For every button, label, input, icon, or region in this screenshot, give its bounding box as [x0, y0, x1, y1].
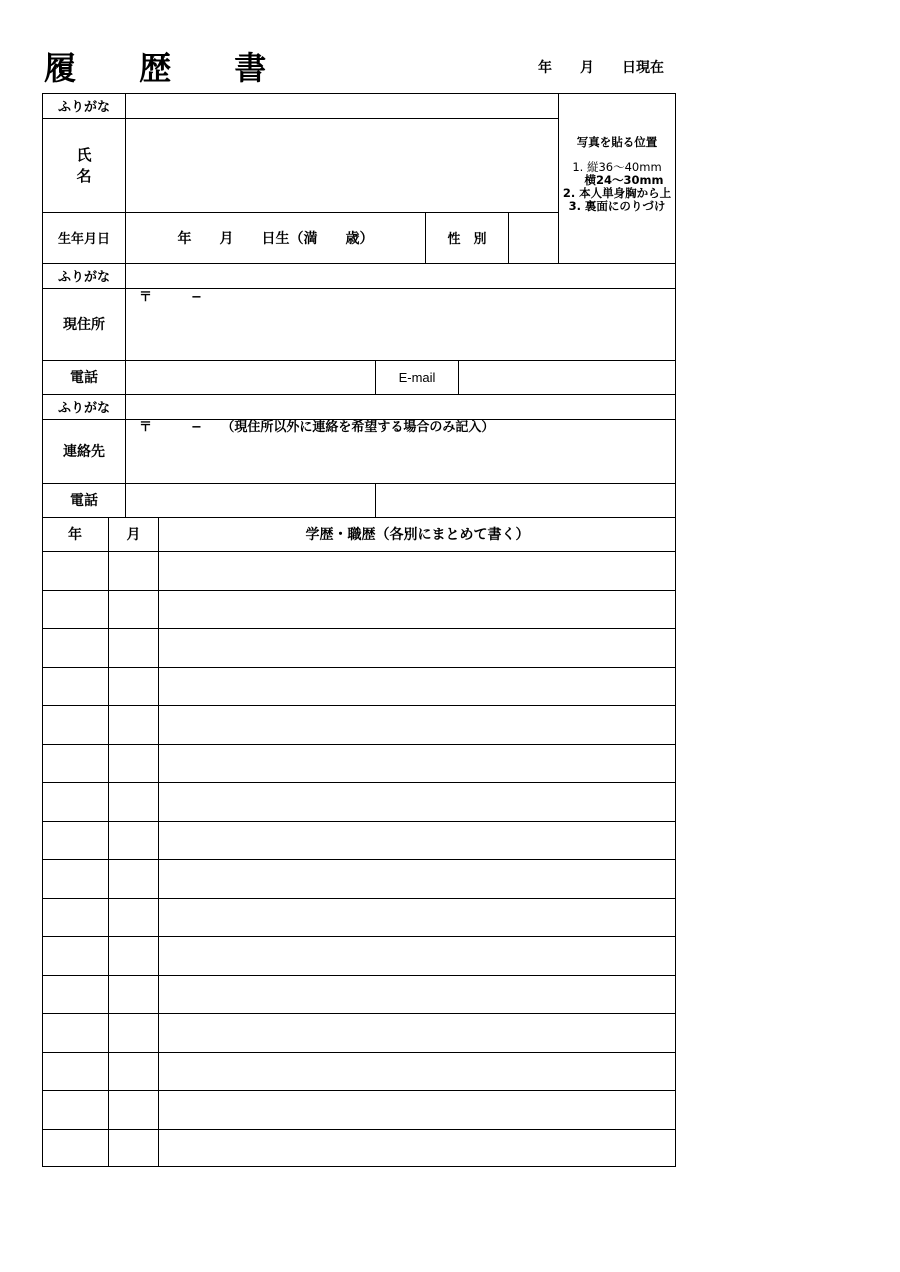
date-header: 年 月 日現在	[538, 60, 664, 76]
history-month-cell[interactable]	[109, 898, 158, 937]
history-description-cell[interactable]	[159, 898, 676, 937]
contact-furigana-field[interactable]	[126, 394, 676, 419]
photo-note-2: 横24〜30mm	[584, 173, 664, 187]
history-description-cell[interactable]	[159, 1052, 676, 1091]
history-year-cell[interactable]	[42, 705, 108, 744]
history-description-cell[interactable]	[159, 705, 676, 744]
contact-phone-label: 電話	[70, 493, 98, 509]
history-description-header: 学歴・職歴（各別にまとめて書く）	[305, 527, 530, 543]
history-month-cell[interactable]	[109, 1013, 158, 1052]
history-month-cell[interactable]	[109, 628, 158, 667]
history-month-cell[interactable]	[109, 1090, 158, 1129]
history-month-cell[interactable]	[109, 782, 158, 821]
history-description-cell[interactable]	[159, 628, 676, 667]
history-month-cell[interactable]	[109, 936, 158, 975]
history-year-cell[interactable]	[42, 782, 108, 821]
history-year-cell[interactable]	[42, 1013, 108, 1052]
photo-note-1: 1. 縦36〜40mm	[572, 160, 662, 174]
history-month-cell[interactable]	[109, 551, 158, 590]
history-month-cell[interactable]	[109, 821, 158, 860]
photo-area	[559, 136, 675, 213]
history-month-cell[interactable]	[109, 975, 158, 1014]
history-year-cell[interactable]	[42, 898, 108, 937]
history-description-cell[interactable]	[159, 782, 676, 821]
photo-title: 写真を貼る位置	[576, 135, 658, 149]
phone-field[interactable]	[126, 360, 375, 394]
gender-field[interactable]	[509, 212, 558, 263]
history-month-cell[interactable]	[109, 1129, 158, 1168]
contact-furigana-label: ふりがな	[57, 401, 110, 416]
history-month-header: 月	[126, 527, 141, 543]
address-furigana-field[interactable]	[126, 263, 676, 288]
birthdate-format: 年 月 日生（満 歳）	[177, 230, 374, 247]
photo-note-4: 3. 裏面にのりづけ	[568, 199, 666, 213]
history-description-cell[interactable]	[159, 1090, 676, 1129]
name-label: 氏 名	[76, 146, 143, 185]
address-postal: 〒 −	[139, 290, 202, 305]
email-label: E-mail	[398, 369, 436, 385]
contact-postal: 〒 − （現住所以外に連絡を希望する場合のみ記入）	[139, 420, 495, 435]
history-description-cell[interactable]	[159, 1129, 676, 1168]
history-year-cell[interactable]	[42, 936, 108, 975]
history-description-cell[interactable]	[159, 859, 676, 898]
history-year-cell[interactable]	[42, 1052, 108, 1091]
history-year-cell[interactable]	[42, 1090, 108, 1129]
furigana-field[interactable]	[126, 93, 558, 118]
history-month-cell[interactable]	[109, 667, 158, 706]
gender-label: 性 別	[447, 232, 487, 247]
history-year-header: 年	[68, 527, 82, 543]
address-field[interactable]	[126, 288, 676, 360]
history-month-cell[interactable]	[109, 590, 158, 629]
contact-phone-field[interactable]	[126, 483, 375, 517]
history-description-cell[interactable]	[159, 936, 676, 975]
address-label: 現住所	[63, 317, 105, 333]
furigana-label: ふりがな	[57, 100, 110, 115]
history-description-cell[interactable]	[159, 744, 676, 783]
history-month-cell[interactable]	[109, 1052, 158, 1091]
history-year-cell[interactable]	[42, 628, 108, 667]
birthdate-field[interactable]	[126, 212, 425, 263]
history-year-cell[interactable]	[42, 859, 108, 898]
history-year-cell[interactable]	[42, 744, 108, 783]
history-description-cell[interactable]	[159, 1013, 676, 1052]
history-description-cell[interactable]	[159, 975, 676, 1014]
contact-field[interactable]	[126, 419, 676, 483]
history-month-cell[interactable]	[109, 859, 158, 898]
phone-label: 電話	[70, 370, 98, 386]
history-month-cell[interactable]	[109, 744, 158, 783]
address-furigana-label: ふりがな	[57, 270, 110, 285]
document-title: 履 歴 書	[44, 49, 293, 87]
history-description-cell[interactable]	[159, 590, 676, 629]
history-month-cell[interactable]	[109, 705, 158, 744]
history-description-cell[interactable]	[159, 821, 676, 860]
history-year-cell[interactable]	[42, 821, 108, 860]
history-year-cell[interactable]	[42, 551, 108, 590]
birthdate-label: 生年月日	[57, 232, 110, 247]
name-field[interactable]	[126, 118, 558, 212]
history-year-cell[interactable]	[42, 590, 108, 629]
history-year-cell[interactable]	[42, 1129, 108, 1168]
email-field[interactable]	[459, 360, 676, 394]
history-year-cell[interactable]	[42, 975, 108, 1014]
contact-extra-field[interactable]	[376, 483, 676, 517]
history-year-cell[interactable]	[42, 667, 108, 706]
history-description-cell[interactable]	[159, 667, 676, 706]
photo-note-3: 2. 本人単身胸から上	[562, 186, 672, 200]
history-description-cell[interactable]	[159, 551, 676, 590]
contact-label: 連絡先	[63, 444, 105, 460]
